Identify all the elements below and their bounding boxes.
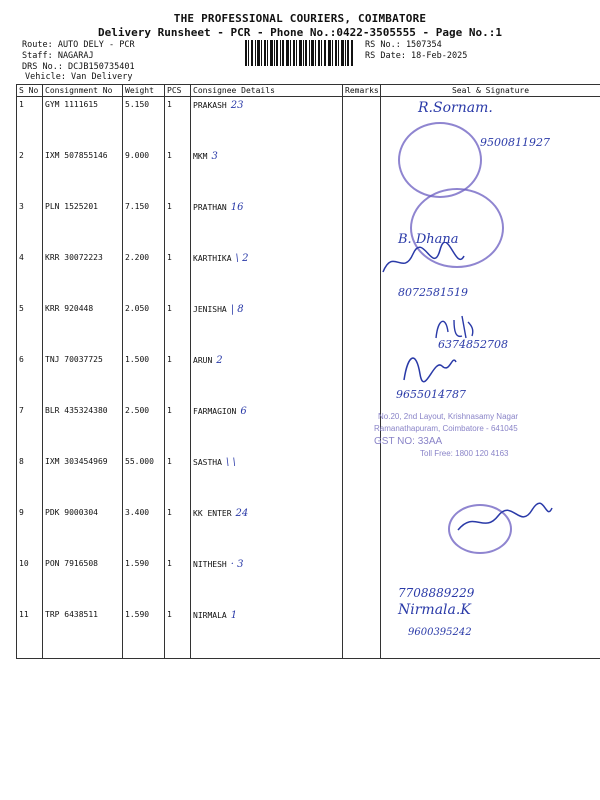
col-header-consignment: Consignment No xyxy=(43,85,123,97)
sno-cell: 2 xyxy=(17,148,43,199)
stamp-address-line-1: No.20, 2nd Layout, Krishnasamy Nagar xyxy=(378,412,519,421)
consignee-cell xyxy=(191,199,343,250)
handwritten-note: 3 xyxy=(211,151,218,162)
pcs-cell: 1 xyxy=(165,607,191,659)
sno-cell: 9 xyxy=(17,505,43,556)
sno-cell: 4 xyxy=(17,250,43,301)
signature-row-1: R.Sornam. xyxy=(418,100,493,116)
consignee-name: ARUN xyxy=(193,356,213,365)
sno-cell: 11 xyxy=(17,607,43,659)
remarks-cell xyxy=(343,301,381,352)
consignment-cell: GYM 1111615 xyxy=(43,97,123,149)
pcs-cell: 1 xyxy=(165,556,191,607)
pcs-cell: 1 xyxy=(165,250,191,301)
consignment-cell: KRR 920448 xyxy=(43,301,123,352)
runsheet-table xyxy=(16,84,600,659)
consignment-cell: PON 7916508 xyxy=(43,556,123,607)
handwritten-note: | 8 xyxy=(230,304,244,315)
signature-scribble xyxy=(454,500,554,540)
staff-label: Staff: NAGARAJ xyxy=(22,51,94,61)
consignee-cell xyxy=(191,505,343,556)
handwritten-note: 23 xyxy=(230,100,244,111)
pcs-cell: 1 xyxy=(165,199,191,250)
signature-scribble xyxy=(378,242,468,282)
table-row xyxy=(17,556,600,607)
handwritten-note: · 3 xyxy=(230,559,244,570)
remarks-cell xyxy=(343,250,381,301)
table-row xyxy=(17,199,600,250)
runsheet-subtitle: Delivery Runsheet - PCR - Phone No.:0422-3505555 - Page No.:1 xyxy=(98,26,502,39)
handwritten-note: \ \ xyxy=(225,457,236,468)
pcs-cell: 1 xyxy=(165,454,191,505)
col-header-pcs: PCS xyxy=(165,85,191,97)
remarks-cell xyxy=(343,97,381,149)
sno-cell: 10 xyxy=(17,556,43,607)
col-header-consignee: Consignee Details xyxy=(191,85,343,97)
weight-cell: 9.000 xyxy=(123,148,165,199)
consignment-cell: IXM 507855146 xyxy=(43,148,123,199)
phone-row-5: 6374852708 xyxy=(438,338,508,351)
signature-scribble xyxy=(432,312,476,342)
pcs-cell: 1 xyxy=(165,505,191,556)
remarks-cell xyxy=(343,352,381,403)
remarks-cell xyxy=(343,454,381,505)
consignee-name: PRATHAN xyxy=(193,203,227,212)
pcs-cell: 1 xyxy=(165,148,191,199)
sno-cell: 7 xyxy=(17,403,43,454)
phone-row-6: 9655014787 xyxy=(396,388,466,401)
pcs-cell: 1 xyxy=(165,403,191,454)
remarks-cell xyxy=(343,505,381,556)
consignment-cell: PLN 1525201 xyxy=(43,199,123,250)
consignment-cell: TRP 6438511 xyxy=(43,607,123,659)
table-row xyxy=(17,352,600,403)
phone-row-4: 8072581519 xyxy=(398,286,468,299)
col-header-signature: Seal & Signature xyxy=(381,85,600,97)
handwritten-note: 6 xyxy=(240,406,247,417)
phone-row-10: 7708889229 xyxy=(398,586,475,600)
consignee-name: KK ENTER xyxy=(193,509,232,518)
table-header-row xyxy=(17,85,600,97)
pcs-cell: 1 xyxy=(165,352,191,403)
pcs-cell: 1 xyxy=(165,301,191,352)
col-header-sno: S No xyxy=(17,85,43,97)
signature-row-3: B. Dhana xyxy=(398,232,459,247)
weight-cell: 3.400 xyxy=(123,505,165,556)
handwritten-note: 1 xyxy=(230,610,238,621)
sno-cell: 3 xyxy=(17,199,43,250)
route-label: Route: AUTO DELY - PCR xyxy=(22,40,135,50)
consignee-cell xyxy=(191,403,343,454)
stamp-toll-free: Toll Free: 1800 120 4163 xyxy=(420,449,509,458)
sno-cell: 6 xyxy=(17,352,43,403)
sno-cell: 1 xyxy=(17,97,43,149)
signature-cell xyxy=(381,454,600,505)
remarks-cell xyxy=(343,199,381,250)
consignee-cell xyxy=(191,352,343,403)
consignee-name: FARMAGION xyxy=(193,407,237,416)
phone-row-2: 9500811927 xyxy=(480,136,550,149)
handwritten-note: 24 xyxy=(235,508,249,519)
consignee-name: NIRMALA xyxy=(193,611,227,620)
weight-cell: 1.590 xyxy=(123,607,165,659)
consignment-cell: KRR 30072223 xyxy=(43,250,123,301)
col-header-remarks: Remarks xyxy=(343,85,381,97)
weight-cell: 55.000 xyxy=(123,454,165,505)
consignee-cell xyxy=(191,556,343,607)
consignee-name: SASTHA xyxy=(193,458,222,467)
barcode xyxy=(245,40,353,66)
consignee-cell xyxy=(191,607,343,659)
weight-cell: 5.150 xyxy=(123,97,165,149)
consignee-cell xyxy=(191,250,343,301)
consignment-cell: TNJ 70037725 xyxy=(43,352,123,403)
consignee-name: KARTHIKA xyxy=(193,254,232,263)
consignment-cell: PDK 9000304 xyxy=(43,505,123,556)
pcs-cell: 1 xyxy=(165,97,191,149)
vehicle-label: Vehicle: Van Delivery xyxy=(25,72,133,82)
stamp-address-line-2: Ramanathapuram, Coimbatore - 641045 xyxy=(374,424,518,433)
table-row xyxy=(17,148,600,199)
table-row xyxy=(17,250,600,301)
consignee-name: NITHESH xyxy=(193,560,227,569)
handwritten-note: \ 2 xyxy=(235,253,249,264)
weight-cell: 2.200 xyxy=(123,250,165,301)
consignee-cell xyxy=(191,148,343,199)
stamp-gst-number: GST NO: 33AA xyxy=(374,436,443,447)
consignee-cell xyxy=(191,301,343,352)
consignee-name: JENISHA xyxy=(193,305,227,314)
rs-number: RS No.: 1507354 xyxy=(365,40,442,50)
weight-cell: 7.150 xyxy=(123,199,165,250)
weight-cell: 1.500 xyxy=(123,352,165,403)
remarks-cell xyxy=(343,607,381,659)
signature-scribble xyxy=(398,344,458,384)
rs-date: RS Date: 18-Feb-2025 xyxy=(365,51,468,61)
handwritten-note: 2 xyxy=(216,355,223,366)
table-row xyxy=(17,607,600,659)
remarks-cell xyxy=(343,556,381,607)
company-title: THE PROFESSIONAL COURIERS, COIMBATORE xyxy=(173,12,427,25)
consignee-cell xyxy=(191,97,343,149)
signature-row-11: Nirmala.K xyxy=(398,602,471,618)
consignee-name: MKM xyxy=(193,152,208,161)
weight-cell: 2.500 xyxy=(123,403,165,454)
weight-cell: 1.590 xyxy=(123,556,165,607)
consignee-cell xyxy=(191,454,343,505)
consignment-cell: IXM 303454969 xyxy=(43,454,123,505)
remarks-cell xyxy=(343,148,381,199)
phone-row-11: 9600395242 xyxy=(408,627,472,638)
drs-number: DRS No.: DCJB150735401 xyxy=(22,62,135,72)
sno-cell: 5 xyxy=(17,301,43,352)
consignment-cell: BLR 435324380 xyxy=(43,403,123,454)
company-seal-stamp xyxy=(398,122,482,198)
table-row xyxy=(17,301,600,352)
weight-cell: 2.050 xyxy=(123,301,165,352)
col-header-weight: Weight xyxy=(123,85,165,97)
handwritten-note: 16 xyxy=(230,202,244,213)
table-row xyxy=(17,454,600,505)
sno-cell: 8 xyxy=(17,454,43,505)
consignee-name: PRAKASH xyxy=(193,101,227,110)
